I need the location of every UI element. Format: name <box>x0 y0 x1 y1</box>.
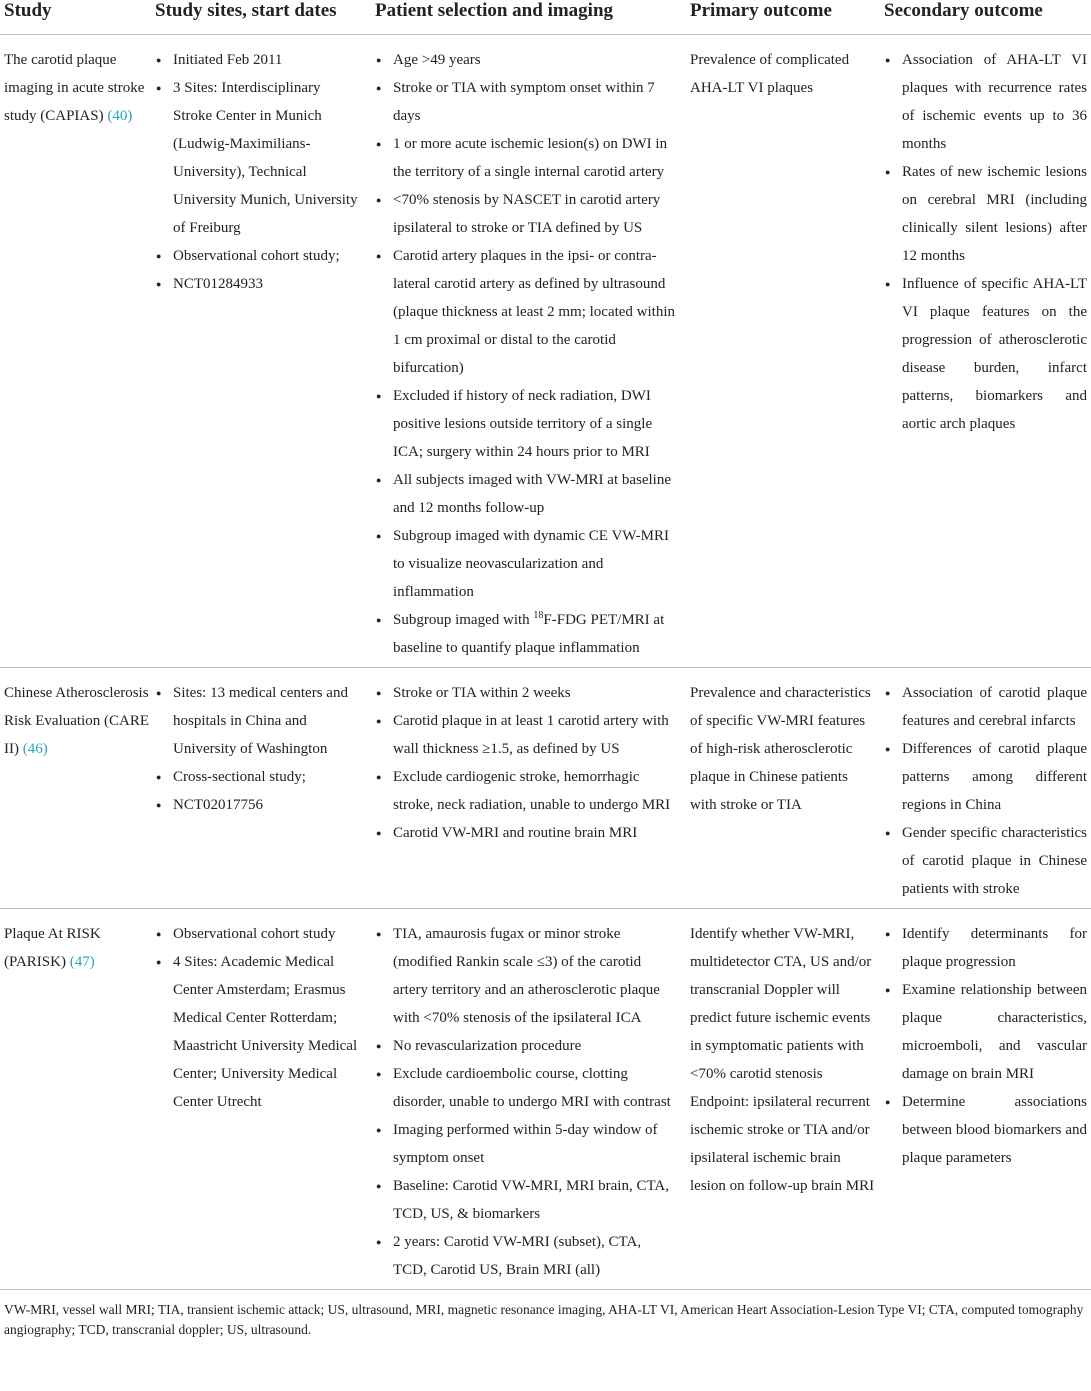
list-item: ● Carotid VW-MRI and routine brain MRI <box>375 819 678 847</box>
header-patient: Patient selection and imaging <box>363 0 678 35</box>
list-item: ● 2 years: Carotid VW-MRI (subset), CTA, TCD, Carotid US, Brain MRI (all) <box>375 1228 678 1284</box>
patient-cell <box>363 668 678 909</box>
list-item-text: F-FDG PET/MRI at baseline to quantify plaque inflammation <box>393 612 665 656</box>
list-item: ● NCT01284933 <box>155 270 363 298</box>
study-cell <box>0 909 149 1290</box>
secondary-cell <box>878 35 1091 668</box>
list-item: ● Subgroup imaged with dynamic CE VW-MRI to visualize neovascularization and inflammation <box>375 522 678 606</box>
sites-cell <box>149 35 363 668</box>
study-name: Chinese Atherosclerosis Risk Evaluation (CARE II) <box>4 685 149 757</box>
table-row <box>0 668 1091 909</box>
header-secondary: Secondary outcome <box>878 0 1091 35</box>
list-item: ● Rates of new ischemic lesions on cerebral MRI (including clinically silent lesions) after 12 months <box>884 158 1087 270</box>
list-item: ● Baseline: Carotid VW-MRI, MRI brain, CTA, TCD, US, & biomarkers <box>375 1172 678 1228</box>
reference-link[interactable]: (46) <box>22 741 48 757</box>
list-item: ● Cross-sectional study; <box>155 763 363 791</box>
list-item: ● Influence of specific AHA-LT VI plaque features on the progression of atherosclerotic disease burden, infarct patterns, biomarkers and aortic arch plaques <box>884 270 1087 438</box>
header-primary: Primary outcome <box>678 0 878 35</box>
list-item: ● Stroke or TIA with symptom onset within 7 days <box>375 74 678 130</box>
primary-outcome-text: Identify whether VW-MRI, multidetector CTA, US and/or transcranial Doppler will predict future ischemic events in symptomatic patients with <70% carotid stenosis <box>690 926 872 1082</box>
study-name: The carotid plaque imaging in acute stroke study (CAPIAS) <box>4 52 145 124</box>
study-cell <box>0 668 149 909</box>
table-footnote: VW-MRI, vessel wall MRI; TIA, transient ischemic attack; US, ultrasound, MRI, magnetic resonance imaging, AHA-LT VI, American Heart Association-Lesion Type VI; CTA, computed tomography angiography; TCD, transcranial doppler; US, ultrasound. <box>4 1302 1084 1337</box>
patient-cell <box>363 35 678 668</box>
list-item: ● Gender specific characteristics of carotid plaque in Chinese patients with stroke <box>884 819 1087 903</box>
table-row <box>0 909 1091 1290</box>
study-name: Plaque At RISK (PARISK) <box>4 926 101 970</box>
list-item: ● 1 or more acute ischemic lesion(s) on DWI in the territory of a single internal carotid artery <box>375 130 678 186</box>
list-item: ● 3 Sites: Interdisciplinary Stroke Center in Munich (Ludwig-Maximilians-University), Technical University Munich, University of Freiburg <box>155 74 363 242</box>
list-item: ● Stroke or TIA within 2 weeks <box>375 679 678 707</box>
list-item: ● Sites: 13 medical centers and hospitals in China and University of Washington <box>155 679 363 763</box>
list-item: ● Age >49 years <box>375 46 678 74</box>
list-item: ● Association of AHA-LT VI plaques with recurrence rates of ischemic events up to 36 months <box>884 46 1087 158</box>
list-item: ● No revascularization procedure <box>375 1032 678 1060</box>
primary-cell: Prevalence and characteristics of specific VW-MRI features of high-risk atherosclerotic plaque in Chinese patients with stroke or TIA <box>678 668 878 909</box>
primary-cell: Prevalence of complicated AHA-LT VI plaques <box>678 35 878 668</box>
patient-cell <box>363 909 678 1290</box>
list-item-text: Subgroup imaged with <box>393 612 534 628</box>
table-row <box>0 35 1091 668</box>
list-item: ● Identify determinants for plaque progression <box>884 920 1087 976</box>
list-item: ● All subjects imaged with VW-MRI at baseline and 12 months follow-up <box>375 466 678 522</box>
list-item: ● Carotid plaque in at least 1 carotid artery with wall thickness ≥1.5, as defined by US <box>375 707 678 763</box>
primary-cell <box>678 909 878 1290</box>
list-item: ● Observational cohort study; <box>155 242 363 270</box>
sites-cell <box>149 668 363 909</box>
header-study: Study <box>0 0 149 35</box>
list-item: ● Exclude cardioembolic course, clotting disorder, unable to undergo MRI with contrast <box>375 1060 678 1116</box>
list-item: ● Exclude cardiogenic stroke, hemorrhagic stroke, neck radiation, unable to undergo MRI <box>375 763 678 819</box>
secondary-cell <box>878 909 1091 1290</box>
list-item: ● NCT02017756 <box>155 791 363 819</box>
list-item: ● 4 Sites: Academic Medical Center Amsterdam; Erasmus Medical Center Rotterdam; Maastricht University Medical Center; University Medical Center Utrecht <box>155 948 363 1116</box>
primary-endpoint-text: Endpoint: ipsilateral recurrent ischemic stroke or TIA and/or ipsilateral ischemic brain lesion on follow-up brain MRI <box>690 1094 875 1194</box>
header-sites: Study sites, start dates <box>149 0 363 35</box>
list-item: ● Examine relationship between plaque characteristics, microemboli, and vascular damage on brain MRI <box>884 976 1087 1088</box>
list-item: ● <70% stenosis by NASCET in carotid artery ipsilateral to stroke or TIA defined by US <box>375 186 678 242</box>
list-item <box>375 606 678 662</box>
list-item: ● Differences of carotid plaque patterns among different regions in China <box>884 735 1087 819</box>
secondary-cell <box>878 668 1091 909</box>
sites-cell <box>149 909 363 1290</box>
list-item: ● Association of carotid plaque features and cerebral infarcts <box>884 679 1087 735</box>
reference-link[interactable]: (40) <box>107 108 133 124</box>
list-item: ● Initiated Feb 2011 <box>155 46 363 74</box>
list-item: ● Carotid artery plaques in the ipsi- or contra-lateral carotid artery as defined by ultrasound (plaque thickness at least 2 mm; located within 1 cm proximal or distal to the carotid bifurcation) <box>375 242 678 382</box>
list-item: ● Observational cohort study <box>155 920 363 948</box>
list-item: ● Determine associations between blood biomarkers and plaque parameters <box>884 1088 1087 1172</box>
list-item: ● TIA, amaurosis fugax or minor stroke (modified Rankin scale ≤3) of the carotid artery territory and an atherosclerotic plaque with <70% stenosis of the ipsilateral ICA <box>375 920 678 1032</box>
list-item: ● Imaging performed within 5-day window of symptom onset <box>375 1116 678 1172</box>
superscript: 18 <box>533 610 544 621</box>
reference-link[interactable]: (47) <box>69 954 95 970</box>
study-cell <box>0 35 149 668</box>
list-item: ● Excluded if history of neck radiation, DWI positive lesions outside territory of a single ICA; surgery within 24 hours prior to MRI <box>375 382 678 466</box>
header-row <box>0 0 1091 35</box>
